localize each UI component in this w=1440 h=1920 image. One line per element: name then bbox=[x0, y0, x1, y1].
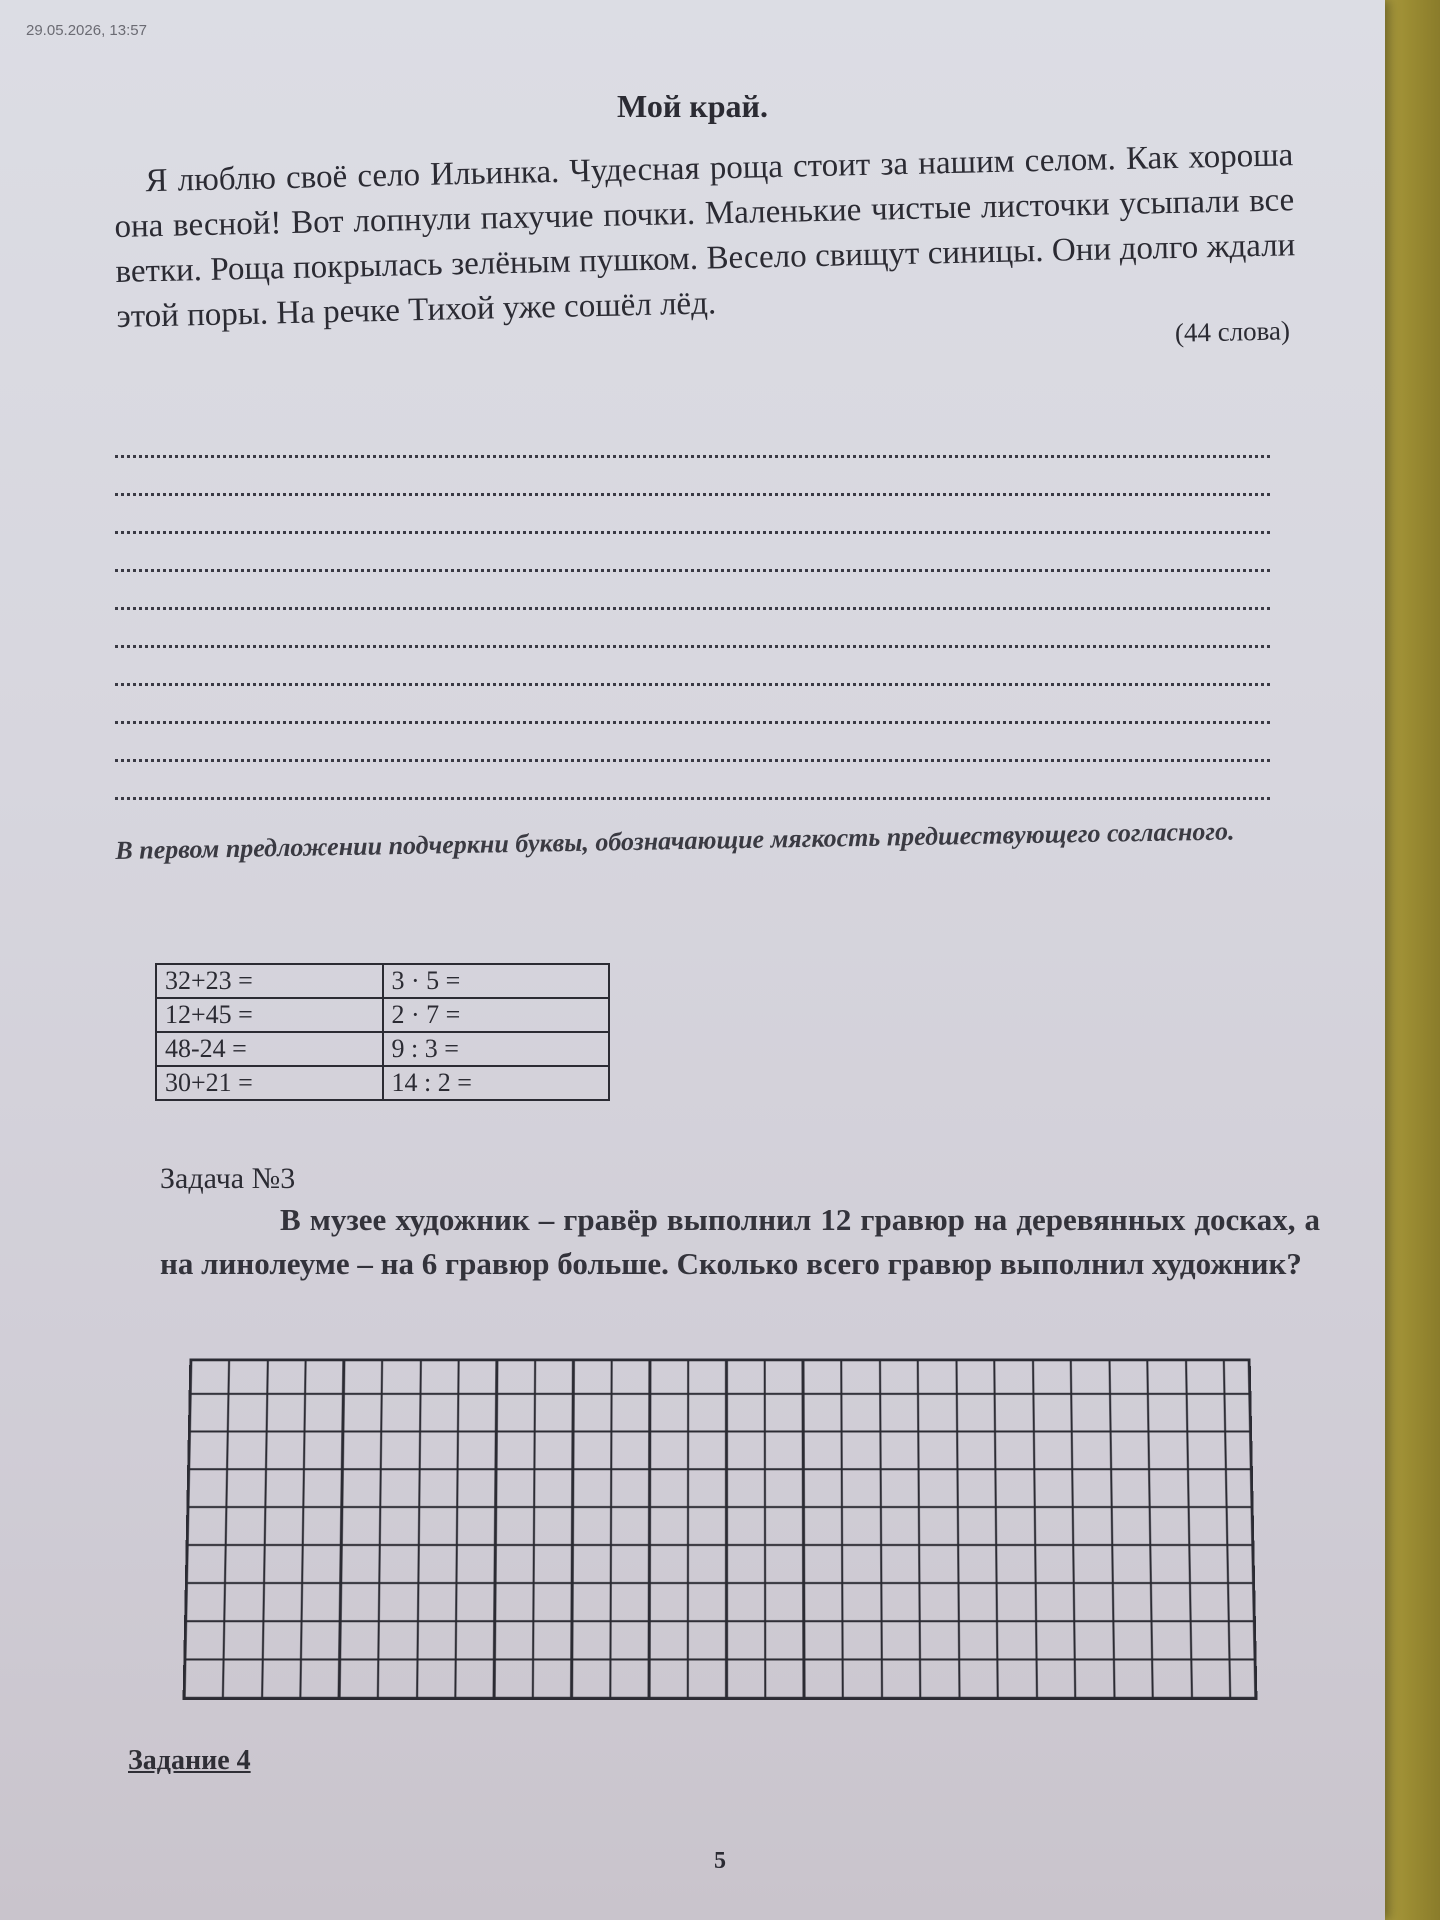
page-number: 5 bbox=[714, 1848, 726, 1874]
grammar-instruction: В первом предложении подчеркни буквы, обозначающие мягкость предшествующего согласного. bbox=[115, 816, 1235, 865]
table-row bbox=[156, 998, 609, 1032]
answer-grid bbox=[183, 1358, 1258, 1700]
table-cell: 30+21 = bbox=[156, 1066, 383, 1100]
task3-heading: Задача №3 bbox=[160, 1162, 296, 1195]
table-cell: 14 : 2 = bbox=[383, 1066, 610, 1100]
dotted-answer-line bbox=[115, 686, 1270, 724]
dotted-answer-line bbox=[115, 572, 1270, 610]
answer-lines bbox=[115, 420, 1270, 800]
word-count: (44 слова) bbox=[1174, 315, 1291, 348]
task4-heading: Задание 4 bbox=[128, 1745, 251, 1776]
table-cell: 12+45 = bbox=[156, 998, 383, 1032]
dotted-answer-line bbox=[115, 458, 1270, 496]
table-cell: 3 · 5 = bbox=[383, 964, 610, 998]
table-row bbox=[156, 1032, 609, 1066]
photo-timestamp: 29.05.2026, 13:57 bbox=[26, 22, 147, 39]
dotted-answer-line bbox=[115, 724, 1270, 762]
dotted-answer-line bbox=[115, 496, 1270, 534]
dictation-passage: Я люблю своё село Ильинка. Чудесная роща стоит за нашим селом. Как хороша она весной! Вот лопнули пахучие почки. Маленькие чистые листочки усыпали все ветки. Роща покрылась зелёным пушком. Весело свищут синицы. Они долго ждали этой поры. На речке Тихой уже сошёл лёд. bbox=[114, 137, 1296, 335]
dotted-answer-line bbox=[115, 762, 1270, 800]
dotted-answer-line bbox=[115, 534, 1270, 572]
math-table bbox=[155, 963, 610, 1101]
table-row bbox=[156, 964, 609, 998]
dotted-answer-line bbox=[115, 420, 1270, 458]
table-row bbox=[156, 1066, 609, 1100]
table-cell: 9 : 3 = bbox=[383, 1032, 610, 1066]
page-title: Мой край. bbox=[617, 88, 768, 124]
table-cell: 2 · 7 = bbox=[383, 998, 610, 1032]
dotted-answer-line bbox=[115, 648, 1270, 686]
table-cell: 32+23 = bbox=[156, 964, 383, 998]
dotted-answer-line bbox=[115, 610, 1270, 648]
task3-text: В музее художник – гравёр выполнил 12 гравюр на деревянных досках, а на линолеуме – на 6 гравюр больше. Сколько всего гравюр выполнил художник? bbox=[160, 1202, 1320, 1281]
table-cell: 48-24 = bbox=[156, 1032, 383, 1066]
